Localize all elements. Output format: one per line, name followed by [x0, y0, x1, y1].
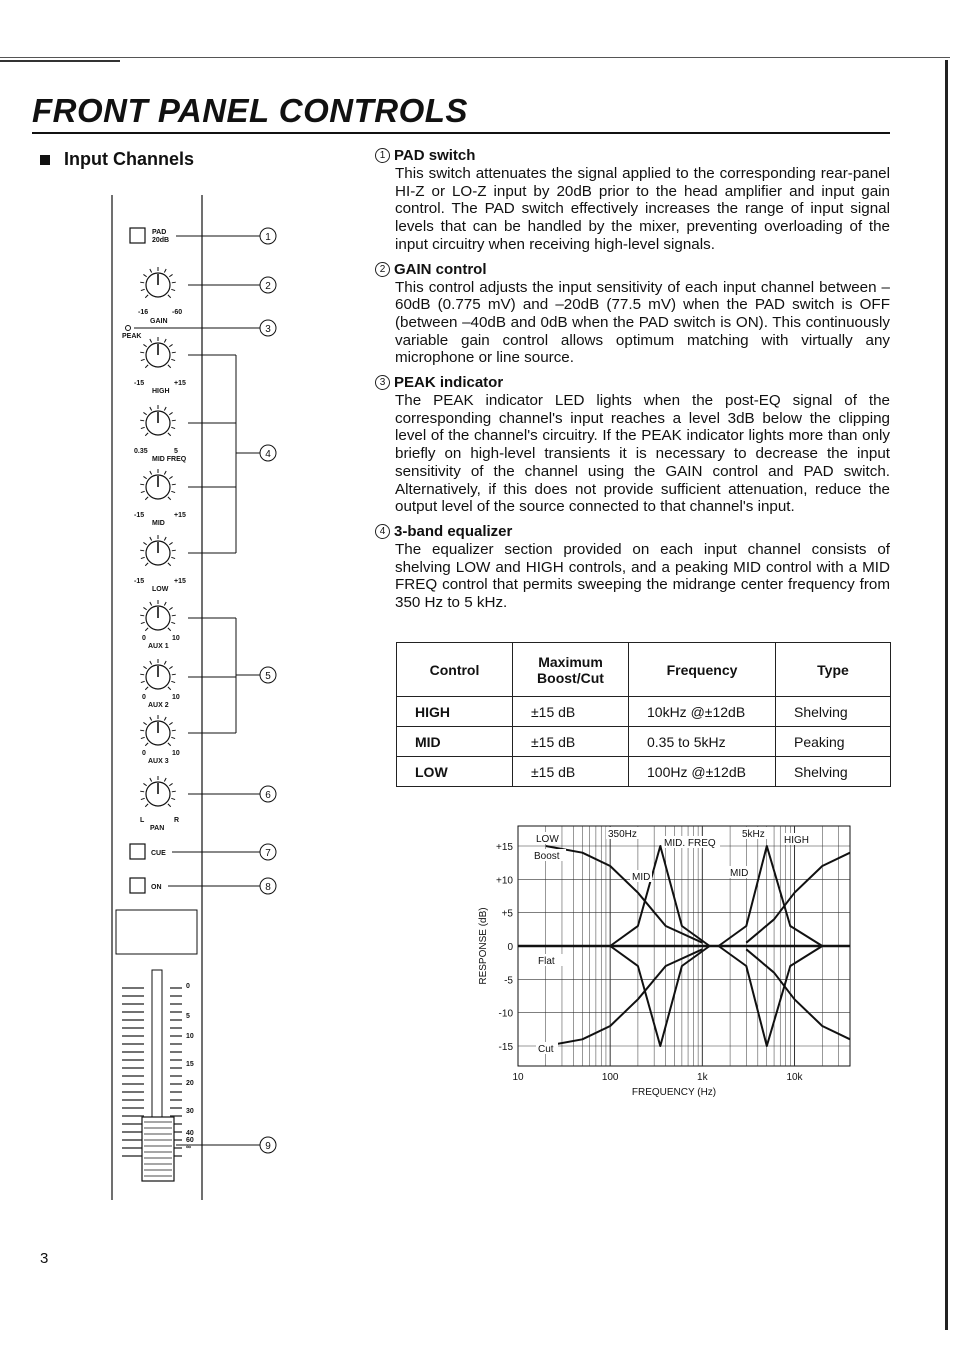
knob-max-label: 10	[172, 694, 180, 701]
fader-scale-label: 10	[186, 1033, 194, 1040]
callout-number: 7	[265, 848, 271, 859]
knob-min-label: 0	[142, 694, 146, 701]
y-tick-label: -15	[498, 1042, 513, 1053]
gain-max-label: -60	[172, 309, 183, 316]
y-axis-label: RESPONSE (dB)	[478, 907, 489, 985]
item-title: PAD switch	[394, 147, 476, 164]
table-cell: 0.35 to 5kHz	[629, 727, 776, 757]
channel-strip-diagram	[100, 190, 300, 1205]
y-tick-label: +5	[501, 908, 513, 920]
on-switch-button	[130, 878, 145, 893]
section-heading	[40, 149, 194, 170]
table-cell: 10kHz @±12dB	[629, 697, 776, 727]
bullet-square-icon	[40, 155, 50, 165]
item-body: The PEAK indicator LED lights when the post-EQ signal of the corresponding channel's input reaches a level 3dB below the clipping level of the channel's circuitry. If the PEAK indicator lights more than only briefly on high-level transients it is necessary to decrease the input sensitivity of the channel using the GAIN control and PAD switch. Alternatively, if this does not provide sufficient attenuation, reduce the output level of the source connected to that channel's input.	[395, 392, 890, 516]
pan-left-label: L	[140, 817, 145, 824]
peak-led-icon	[126, 326, 131, 331]
chart-annotation: Cut	[538, 1044, 554, 1055]
callout-number: 1	[265, 232, 271, 243]
callout-number: 9	[265, 1141, 271, 1152]
chart-annotation: MID	[632, 872, 651, 883]
knob-max-label: +15	[174, 380, 186, 387]
cue-label: CUE	[151, 850, 166, 857]
callout-number: 5	[265, 671, 271, 682]
page-title: FRONT PANEL CONTROLS	[32, 92, 468, 129]
pan-right-label: R	[174, 817, 180, 824]
high-eq-knob	[140, 337, 176, 368]
y-tick-label: +15	[496, 842, 513, 853]
item-title: 3-band equalizer	[394, 522, 513, 540]
table-header: Control	[397, 643, 513, 697]
knob-label: AUX 3	[148, 758, 169, 765]
fader-scale-label: 40	[186, 1130, 194, 1137]
fader-scale-label: 0	[186, 983, 190, 990]
callout-number: 6	[265, 790, 271, 801]
y-tick-label: -10	[498, 1008, 513, 1020]
table-cell: HIGH	[397, 697, 513, 727]
table-header: Frequency	[629, 643, 776, 697]
aux-1-knob	[140, 600, 176, 631]
chart-annotation: 350Hz	[608, 829, 637, 840]
knob-max-label: 10	[172, 750, 180, 757]
top-rule-accent	[0, 60, 120, 62]
x-axis-label: FREQUENCY (Hz)	[631, 1087, 717, 1098]
y-tick-label: +10	[496, 875, 513, 887]
pad-db-label: 20dB	[152, 237, 170, 244]
chart-annotation: 5kHz	[742, 829, 765, 840]
knob-label: LOW	[152, 586, 169, 593]
fader-scale-label: 60	[186, 1137, 194, 1144]
callout-number: 4	[265, 449, 271, 460]
knob-label: AUX 1	[148, 643, 169, 650]
fader-knob	[142, 1117, 174, 1181]
table-cell: Shelving	[776, 757, 891, 787]
item-body: This control adjusts the input sensitivity of each input channel between –60dB (0.775 mV) and –20dB (77.5 mV) when the PAD switch is OFF (between –40dB and 0dB when the PAD switch is ON). This continuously variable gain control allows optimum matching with virtually any microphone or line source.	[395, 278, 890, 367]
fader-scale-label: 30	[186, 1108, 194, 1115]
x-tick-label: 10k	[786, 1072, 803, 1083]
callout-number: 3	[265, 324, 271, 335]
fader-scale-label: 20	[186, 1080, 194, 1087]
callout-number: 8	[265, 882, 271, 893]
response-curve	[610, 846, 709, 946]
item-title: GAIN control	[394, 260, 487, 278]
x-tick-label: 1k	[697, 1072, 708, 1083]
fader-scale-label: 15	[186, 1061, 194, 1068]
item-pad-switch	[375, 146, 890, 254]
item-peak-indicator	[375, 373, 890, 516]
callout-number: 2	[375, 262, 390, 277]
cue-switch-button	[130, 844, 145, 859]
callout-number: 2	[265, 281, 271, 292]
knob-max-label: 5	[174, 448, 178, 455]
eq-spec-table	[396, 642, 891, 787]
item-title: PEAK indicator	[394, 374, 504, 392]
knob-min-label: -15	[134, 380, 145, 387]
table-cell: ±15 dB	[513, 727, 629, 757]
knob-min-label: 0.35	[134, 448, 148, 455]
gain-knob	[140, 267, 176, 298]
response-curve	[546, 846, 703, 943]
table-cell: ±15 dB	[513, 697, 629, 727]
callout-number: 1	[375, 148, 390, 163]
fader-scale-label: ∞	[186, 1144, 191, 1151]
page-edge	[945, 60, 948, 1330]
knob-label: MID	[152, 520, 165, 527]
table-row	[397, 757, 891, 787]
aux-2-knob	[140, 659, 176, 690]
item-gain-control	[375, 260, 890, 368]
table-cell: 100Hz @±12dB	[629, 757, 776, 787]
page-number: 3	[40, 1250, 49, 1267]
table-cell: LOW	[397, 757, 513, 787]
y-tick-label: -5	[504, 975, 513, 987]
callout-number: 3	[375, 375, 390, 390]
eq-response-chart	[470, 818, 860, 1100]
callout-number: 4	[375, 524, 390, 539]
knob-label: MID FREQ	[152, 456, 187, 463]
title-rule	[32, 132, 890, 134]
low-eq-knob	[140, 535, 176, 566]
chart-annotation: HIGH	[784, 835, 809, 846]
x-tick-label: 100	[601, 1072, 619, 1083]
knob-min-label: -15	[134, 578, 145, 585]
knob-max-label: +15	[174, 578, 186, 585]
table-row	[397, 727, 891, 757]
knob-label: HIGH	[152, 388, 170, 395]
knob-label: AUX 2	[148, 702, 169, 709]
y-tick-label: 0	[507, 942, 513, 953]
item-equalizer	[375, 522, 890, 612]
on-label: ON	[151, 884, 162, 891]
item-body: The equalizer section provided on each input channel consists of shelving LOW and HIGH controls, and a peaking MID control with a MID FREQ control that permits sweeping the midrange center frequency from 350 Hz to 5 kHz.	[395, 540, 890, 612]
response-curve	[610, 946, 709, 1046]
x-tick-label: 10	[512, 1072, 524, 1083]
table-cell: Peaking	[776, 727, 891, 757]
chart-annotation: LOW	[536, 834, 559, 845]
gain-min-label: -16	[138, 309, 149, 316]
table-header-row	[397, 643, 891, 697]
chart-annotation: Boost	[534, 851, 560, 862]
table-cell: ±15 dB	[513, 757, 629, 787]
knob-min-label: -15	[134, 512, 145, 519]
knob-min-label: 0	[142, 635, 146, 642]
knob-max-label: 10	[172, 635, 180, 642]
response-curve	[719, 946, 823, 1046]
fader-scale-label: 5	[186, 1013, 190, 1020]
table-row	[397, 697, 891, 727]
response-curve	[546, 949, 703, 1046]
pan-knob	[140, 776, 176, 807]
chart-annotation: MID	[730, 868, 749, 879]
peak-label: PEAK	[122, 333, 142, 340]
pad-switch-button	[130, 228, 145, 243]
scribble-strip	[116, 910, 197, 954]
table-header: Type	[776, 643, 891, 697]
mid-eq-knob	[140, 469, 176, 500]
table-cell: Shelving	[776, 697, 891, 727]
item-body: This switch attenuates the signal applied to the corresponding rear-panel HI-Z or LO-Z input by 20dB prior to the head amplifier and input gain control. The PAD switch effectively increases the range of input signal levels that can be handled by the mixer, preventing overloading of the input circuitry when receiving high-level signals.	[395, 165, 890, 253]
response-curve	[719, 846, 823, 946]
gain-label: GAIN	[150, 318, 168, 325]
section-title: Input Channels	[64, 149, 194, 169]
pad-label: PAD	[152, 229, 167, 236]
knob-max-label: +15	[174, 512, 186, 519]
pan-label: PAN	[150, 825, 165, 832]
aux-3-knob	[140, 715, 176, 746]
description-column	[375, 146, 890, 618]
mid-freq-knob	[140, 405, 176, 436]
knob-min-label: 0	[142, 750, 146, 757]
chart-annotation: MID. FREQ	[664, 838, 716, 849]
chart-annotation: Flat	[538, 956, 555, 967]
table-cell: MID	[397, 727, 513, 757]
table-header: Maximum Boost/Cut	[513, 643, 629, 697]
top-rule	[0, 57, 950, 58]
